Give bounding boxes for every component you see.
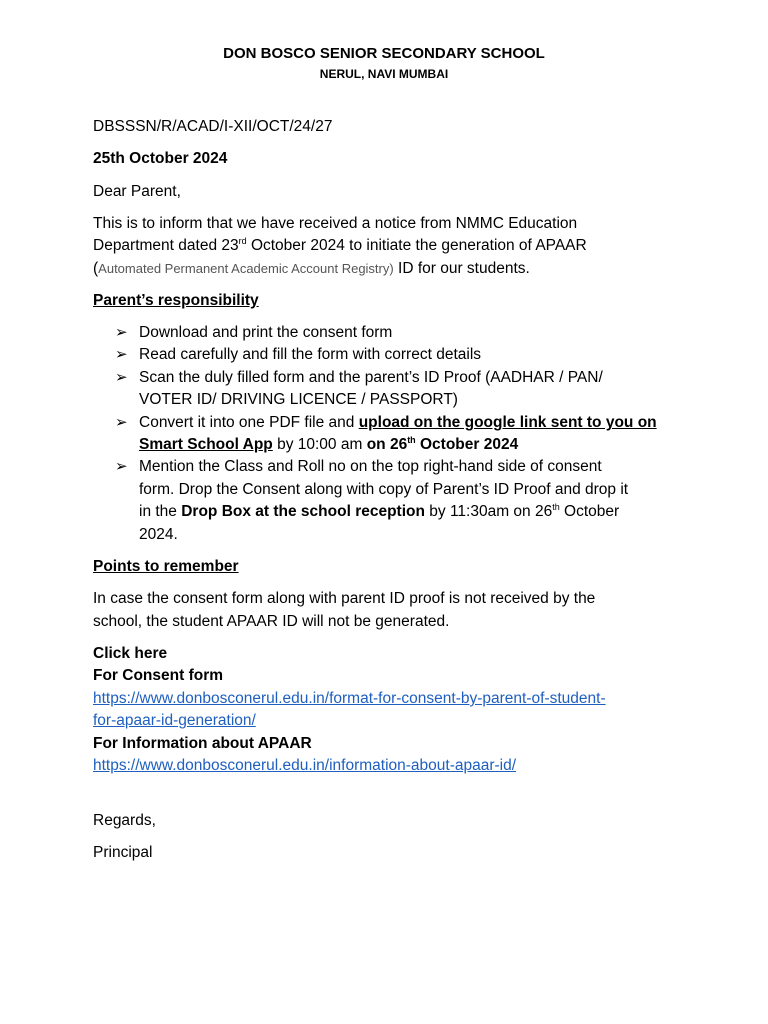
apaar-info-link[interactable]: https://www.donbosconerul.edu.in/information-about-apaar-id/ bbox=[93, 757, 517, 774]
arrow-bullet-icon: ➢ bbox=[115, 414, 128, 431]
signature: Principal bbox=[93, 844, 153, 861]
arrow-bullet-icon: ➢ bbox=[115, 324, 128, 341]
reference-number: DBSSSN/R/ACAD/I-XII/OCT/24/27 bbox=[93, 118, 333, 135]
consent-link-line-1[interactable]: https://www.donbosconerul.edu.in/format-for-consent-by-parent-of-student- bbox=[93, 690, 606, 707]
click-here-label: Click here bbox=[93, 645, 168, 662]
school-location: NERUL, NAVI MUMBAI bbox=[319, 67, 449, 81]
registry-name: Automated Permanent Academic Account Registry) bbox=[98, 261, 394, 276]
letter-page: DON BOSCO SENIOR SECONDARY SCHOOL NERUL, NAVI MUMBAI DBSSSN/R/ACAD/I-XII/OCT/24/27 25th October 2024 Dear Parent, This is to inform that we have received a notice from NMMC Education Department dated 23rd October 2024 to initiate the generation of APAAR (Automated Permanent Academic Account Registry) ID for our students. Parent’s responsibility ➢ Download and print the consent form ➢ Read carefully and fill the form with correct details ➢ Scan the duly filled form and the parent’s ID Proof (AADHAR / PAN/ VOTER ID/ DRIVING LICENCE / PASSPORT) ➢ Convert it into one PDF file and upload on the google link sent to you on Smart School App by 10:00 am on 26th October 2024 ➢ Mention the Class and Roll no on the top right-hand side of consent form. Drop the Consent along with copy of Parent’s ID Proof and drop it in the Drop Box at the school reception by 11:30am on 26th October 2024. Points to remember In case the consent form along with parent ID proof is not received by the school, the student APAAR ID will not be generated. Click here For Consent form https://www.donbosconerul.edu.in/format-for-consent-by-parent-of-student- for-apaar-id-generation/ For Information about APAAR https://www.donbosconerul.edu.in/information-about-apaar-id/ Regards, Principal bbox=[0, 0, 768, 1024]
remember-heading: Points to remember bbox=[93, 558, 239, 575]
arrow-bullet-icon: ➢ bbox=[115, 369, 128, 386]
closing-regards: Regards, bbox=[93, 812, 156, 829]
intro-line-1: This is to inform that we have received a notice from NMMC Education bbox=[93, 215, 578, 232]
arrow-bullet-icon: ➢ bbox=[115, 346, 128, 363]
letter-date: 25th October 2024 bbox=[93, 150, 228, 167]
remember-line-1: In case the consent form along with parent ID proof is not received by the bbox=[93, 590, 596, 607]
remember-line-2: school, the student APAAR ID will not be generated. bbox=[93, 613, 450, 630]
responsibility-heading: Parent’s responsibility bbox=[93, 292, 259, 309]
apaar-info-label: For Information about APAAR bbox=[93, 735, 312, 752]
intro-line-3: (Automated Permanent Academic Account Registry) ID for our students. bbox=[93, 260, 530, 277]
intro-line-2: Department dated 23rd October 2024 to initiate the generation of APAAR bbox=[93, 236, 587, 254]
consent-form-label: For Consent form bbox=[93, 667, 224, 684]
consent-link-line-2[interactable]: for-apaar-id-generation/ bbox=[93, 712, 256, 729]
salutation: Dear Parent, bbox=[93, 183, 181, 200]
school-name: DON BOSCO SENIOR SECONDARY SCHOOL bbox=[223, 45, 545, 62]
arrow-bullet-icon: ➢ bbox=[115, 458, 128, 475]
